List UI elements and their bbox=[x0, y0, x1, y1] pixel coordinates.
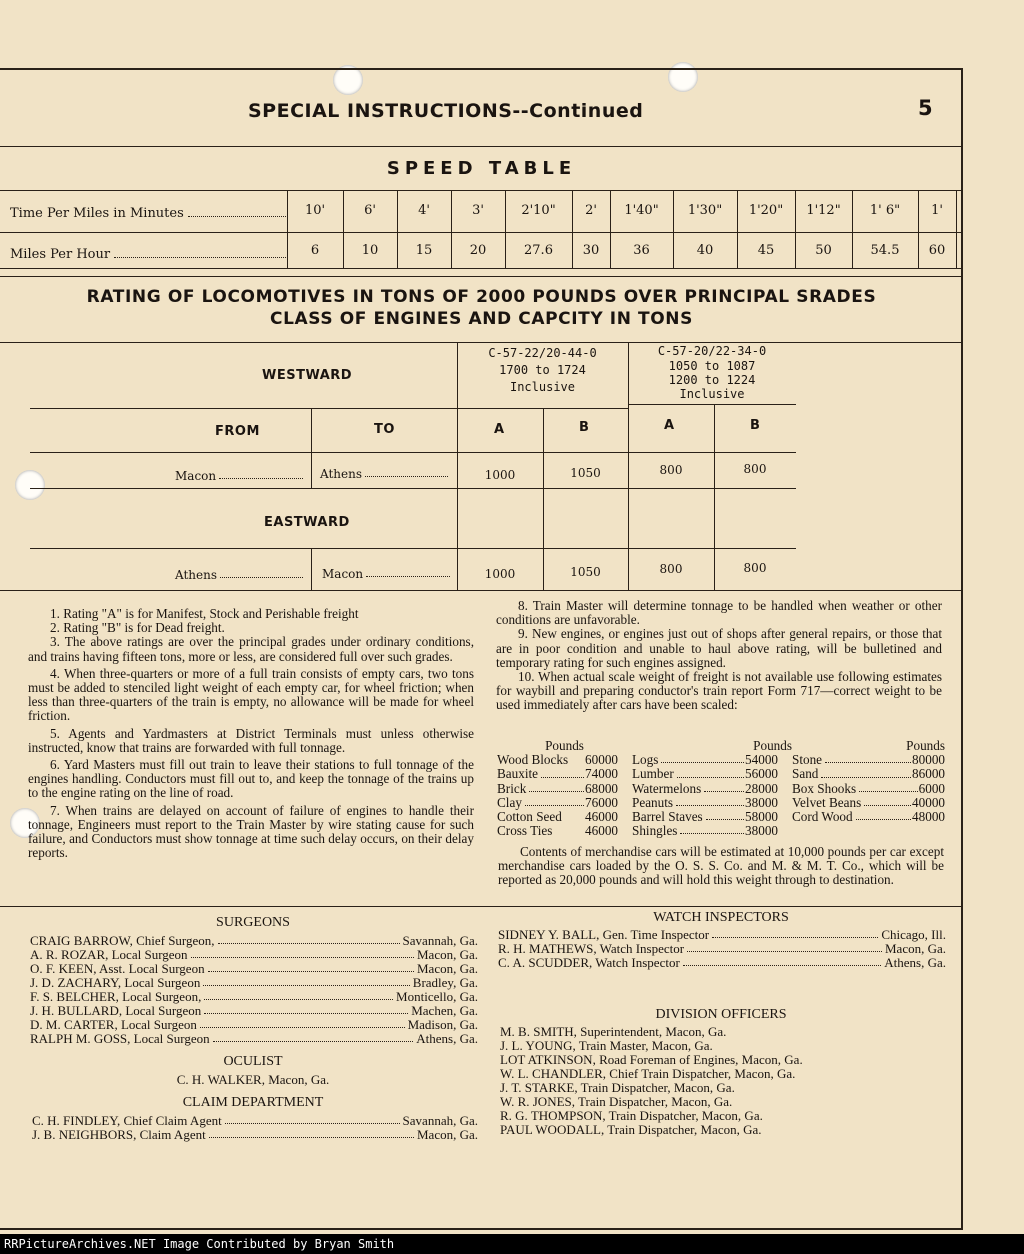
divider bbox=[451, 190, 452, 268]
divider bbox=[311, 408, 312, 488]
pounds-header: Pounds bbox=[753, 738, 792, 753]
pounds-row bbox=[497, 753, 945, 767]
speed-mph-cell: 40 bbox=[696, 243, 714, 258]
person-name: J. D. ZACHARY, Local Surgeon bbox=[30, 975, 201, 990]
pounds-cell bbox=[792, 782, 945, 796]
oculist-title: OCULIST bbox=[223, 1054, 283, 1069]
division-title: DIVISION OFFICERS bbox=[655, 1007, 787, 1022]
speed-mph-cell: 15 bbox=[415, 243, 433, 258]
footer-credit: RRPictureArchives.NET Image Contributed by Bryan Smith bbox=[0, 1234, 1024, 1254]
weight: 6000 bbox=[918, 780, 945, 796]
divider bbox=[457, 408, 628, 409]
col-b-heading: B bbox=[750, 418, 761, 433]
pounds-cell bbox=[632, 796, 792, 810]
directory-entry bbox=[30, 976, 478, 990]
commodity: Shingles bbox=[632, 823, 678, 839]
location: Athens, Ga. bbox=[416, 1031, 478, 1046]
person-name: CRAIG BARROW, Chief Surgeon, bbox=[30, 933, 215, 948]
weight: 56000 bbox=[745, 766, 778, 782]
divider bbox=[397, 190, 398, 268]
notes-left bbox=[28, 607, 474, 860]
weight: 60000 bbox=[585, 752, 618, 768]
speed-minutes-cell: 10' bbox=[304, 203, 326, 218]
weight: 46000 bbox=[585, 809, 618, 825]
pounds-cell bbox=[632, 782, 792, 796]
cell-text: Athens bbox=[320, 467, 362, 481]
weight: 40000 bbox=[912, 794, 945, 810]
note-8: 8. Train Master will determine tonnage to be handled when weather or other conditions are unfavorable. bbox=[496, 598, 942, 628]
label-text: Time Per Miles in Minutes bbox=[10, 206, 184, 221]
speed-minutes-cell: 1'12" bbox=[806, 203, 841, 218]
weight: 46000 bbox=[585, 823, 618, 839]
speed-mph-cell: 20 bbox=[469, 243, 487, 258]
divider bbox=[956, 190, 957, 268]
claim-title: CLAIM DEPARTMENT bbox=[182, 1095, 324, 1110]
directory-entry bbox=[30, 948, 478, 962]
weight: 68000 bbox=[585, 780, 618, 796]
pounds-cell bbox=[497, 782, 632, 796]
person-name: R. H. MATHEWS, Watch Inspector bbox=[498, 941, 685, 956]
location: Macon, Ga. bbox=[416, 1127, 478, 1142]
officer-entry: W. L. CHANDLER, Chief Train Dispatcher, Macon, Ga. bbox=[500, 1066, 796, 1081]
divider bbox=[0, 268, 961, 269]
weight: 76000 bbox=[585, 794, 618, 810]
speed-row-mph-label bbox=[10, 247, 288, 262]
rating-title-line2: CLASS OF ENGINES AND CAPCITY IN TONS bbox=[270, 309, 693, 329]
east-value: 800 bbox=[743, 561, 767, 575]
east-value: 1000 bbox=[484, 567, 516, 581]
pounds-cell bbox=[497, 796, 632, 810]
to-heading: TO bbox=[374, 422, 395, 437]
oculist-name: C. H. WALKER, Macon, Ga. bbox=[176, 1072, 330, 1087]
pounds-rows bbox=[497, 753, 945, 838]
engine1-class-label: C-57-22/20-44-0 bbox=[488, 346, 597, 360]
pounds-cell bbox=[632, 753, 792, 767]
location: Macon, Ga. bbox=[416, 947, 478, 962]
note-1: 1. Rating "A" is for Manifest, Stock and Perishable freight bbox=[50, 606, 359, 621]
division-list bbox=[500, 1025, 946, 1137]
pounds-cell bbox=[497, 810, 632, 824]
directory-entry bbox=[32, 1128, 478, 1142]
divider bbox=[311, 548, 312, 590]
commodity: Cross Ties bbox=[497, 823, 553, 839]
claim-list bbox=[32, 1114, 478, 1142]
divider bbox=[0, 342, 961, 343]
speed-minutes-cell: 4' bbox=[418, 203, 430, 218]
directory-entry bbox=[498, 942, 946, 956]
pounds-cell bbox=[792, 824, 945, 838]
commodity: Sand bbox=[792, 766, 819, 782]
divider bbox=[0, 906, 961, 907]
directory-entry bbox=[30, 934, 478, 948]
directory-entry bbox=[30, 962, 478, 976]
pounds-cell bbox=[497, 824, 632, 838]
divider bbox=[505, 190, 506, 268]
weight: 38000 bbox=[745, 794, 778, 810]
pounds-cell bbox=[792, 767, 945, 781]
divider bbox=[0, 146, 961, 147]
label-text: Miles Per Hour bbox=[10, 247, 111, 262]
pounds-header: Pounds bbox=[906, 738, 945, 753]
speed-minutes-cell: 6' bbox=[364, 203, 376, 218]
speed-minutes-cell: 1'40" bbox=[624, 203, 659, 218]
eastward-heading: EASTWARD bbox=[264, 515, 350, 530]
divider bbox=[0, 590, 961, 591]
weight: 48000 bbox=[912, 809, 945, 825]
commodity: Barrel Staves bbox=[632, 809, 703, 825]
speed-mph-cell: 45 bbox=[757, 243, 775, 258]
merchandise-note-text: Contents of merchandise cars will be estimated at 10,000 pounds per car except merchandise cars loaded by the O. S. S. Co. and M. & M. T. Co., which will be reported as 20,000 pounds and will hold this weight through to destination. bbox=[498, 844, 944, 888]
weight: 38000 bbox=[745, 823, 778, 839]
col-a-heading: A bbox=[494, 422, 505, 437]
weight: 80000 bbox=[912, 752, 945, 768]
page-title: SPECIAL INSTRUCTIONS--Continued bbox=[248, 100, 644, 122]
directory-entry bbox=[498, 956, 946, 970]
speed-minutes-cell: 1' 6" bbox=[869, 203, 901, 218]
note-2: 2. Rating "B" is for Dead freight. bbox=[50, 620, 225, 636]
pounds-cell bbox=[497, 767, 632, 781]
speed-mph-cell: 36 bbox=[633, 243, 650, 258]
person-name: SIDNEY Y. BALL, Gen. Time Inspector bbox=[498, 927, 710, 942]
watch-title: WATCH INSPECTORS bbox=[653, 910, 789, 925]
person-name: J. H. BULLARD, Local Surgeon bbox=[30, 1003, 202, 1018]
engine2-range2: 1200 to 1224 bbox=[668, 373, 756, 387]
officer-entry: R. G. THOMPSON, Train Dispatcher, Macon, Ga. bbox=[500, 1108, 763, 1123]
speed-minutes-cell: 2'10" bbox=[521, 203, 556, 218]
divider bbox=[343, 190, 344, 268]
pounds-row bbox=[497, 824, 945, 838]
weight: 28000 bbox=[745, 780, 778, 796]
commodity: Clay bbox=[497, 794, 522, 810]
note-7: 7. When trains are delayed on account of failure of engines to handle their tonnage, Engineers must report to the Train Master by wire stating cause for such failure, and Conductors must show tonnage at time such delay occurs, on their delay reports. bbox=[28, 802, 474, 861]
divider bbox=[287, 190, 288, 268]
person-name: O. F. KEEN, Asst. Local Surgeon bbox=[30, 961, 205, 976]
weight: 86000 bbox=[912, 766, 945, 782]
person-name: F. S. BELCHER, Local Surgeon, bbox=[30, 989, 202, 1004]
engine2-class bbox=[628, 344, 796, 401]
weight: 58000 bbox=[745, 809, 778, 825]
col-b-heading: B bbox=[579, 420, 590, 435]
directory-entry bbox=[32, 1114, 478, 1128]
divider bbox=[673, 190, 674, 268]
divider bbox=[610, 190, 611, 268]
divider bbox=[0, 276, 961, 277]
person-name: A. R. ROZAR, Local Surgeon bbox=[30, 947, 188, 962]
speed-minutes-cell: 1' bbox=[931, 203, 943, 218]
divider bbox=[0, 232, 961, 233]
engine1-note: Inclusive bbox=[509, 380, 576, 394]
pounds-row bbox=[497, 796, 945, 810]
pounds-cell bbox=[792, 796, 945, 810]
location: Savannah, Ga. bbox=[402, 1113, 478, 1128]
divider bbox=[543, 408, 544, 590]
note-3: 3. The above ratings are over the principal grades under ordinary conditions, and trains having fifteen tons, more or less, are considered full over such grades. bbox=[28, 634, 474, 664]
speed-mph-cell: 30 bbox=[582, 243, 600, 258]
location: Macon, Ga. bbox=[884, 941, 946, 956]
directory-entry bbox=[30, 990, 478, 1004]
pounds-header: Pounds bbox=[545, 738, 584, 753]
divider bbox=[795, 190, 796, 268]
west-value: 1050 bbox=[570, 466, 601, 480]
east-value: 800 bbox=[659, 562, 683, 576]
directory-entry bbox=[30, 1018, 478, 1032]
location: Machen, Ga. bbox=[411, 1003, 478, 1018]
commodity: Lumber bbox=[632, 766, 674, 782]
pounds-table bbox=[497, 739, 945, 838]
east-to bbox=[322, 567, 452, 581]
location: Chicago, Ill. bbox=[881, 927, 946, 942]
cell-text: Macon bbox=[175, 469, 217, 483]
surgeons-list bbox=[30, 934, 478, 1046]
engine2-note: Inclusive bbox=[679, 387, 745, 401]
commodity: Cord Wood bbox=[792, 809, 853, 825]
location: Macon, Ga. bbox=[416, 961, 478, 976]
divider bbox=[30, 548, 796, 549]
speed-table-title: SPEED TABLE bbox=[386, 158, 577, 179]
commodity: Velvet Beans bbox=[792, 794, 862, 810]
speed-minutes-cell: 1'20" bbox=[748, 203, 784, 218]
officer-entry: LOT ATKINSON, Road Foreman of Engines, Macon, Ga. bbox=[500, 1052, 803, 1067]
speed-minutes-cell: 2' bbox=[585, 203, 597, 218]
speed-minutes-cell: 1'30" bbox=[687, 203, 723, 218]
east-value: 1050 bbox=[570, 565, 601, 579]
commodity: Wood Blocks bbox=[497, 752, 569, 768]
pounds-cell bbox=[497, 753, 632, 767]
divider bbox=[918, 190, 919, 268]
cell-text: Macon bbox=[322, 567, 364, 581]
commodity: Stone bbox=[792, 752, 823, 768]
directory-entry bbox=[498, 928, 946, 942]
person-name: J. B. NEIGHBORS, Claim Agent bbox=[32, 1127, 206, 1142]
speed-mph-cell: 27.6 bbox=[524, 243, 553, 258]
weight: 74000 bbox=[585, 766, 618, 782]
commodity: Bauxite bbox=[497, 766, 539, 782]
note-4: 4. When three-quarters or more of a full train consists of empty cars, two tons must be added to stenciled light weight of each empty car, for wheel friction; when less than three-quarters of the train is empty, no allowance will be made for wheel friction. bbox=[28, 665, 474, 724]
col-a-heading: A bbox=[664, 418, 675, 433]
location: Savannah, Ga. bbox=[402, 933, 478, 948]
west-value: 800 bbox=[659, 463, 683, 477]
commodity: Cotton Seed bbox=[497, 809, 562, 825]
speed-row-minutes-label bbox=[10, 206, 288, 221]
location: Madison, Ga. bbox=[407, 1017, 478, 1032]
note-9: 9. New engines, or engines just out of shops after general repairs, or those that are in poor condition and unable to haul above rating, will be bulletined and temporary rating for such engines assigned. bbox=[496, 626, 942, 670]
note-5: 5. Agents and Yardmasters at District Terminals must unless otherwise instructed, know that trains are forwarded with full tonnage. bbox=[28, 725, 474, 755]
pounds-row bbox=[497, 782, 945, 796]
pounds-cell bbox=[792, 810, 945, 824]
west-from bbox=[175, 469, 305, 483]
pounds-cell bbox=[632, 824, 792, 838]
person-name: RALPH M. GOSS, Local Surgeon bbox=[30, 1031, 210, 1046]
speed-mph-cell: 10 bbox=[361, 243, 379, 258]
directory-entry bbox=[30, 1004, 478, 1018]
speed-minutes-cell: 3' bbox=[472, 203, 484, 218]
pounds-row bbox=[497, 767, 945, 781]
watch-list bbox=[498, 928, 946, 970]
westward-heading: WESTWARD bbox=[262, 368, 353, 383]
person-name: C. H. FINDLEY, Chief Claim Agent bbox=[32, 1113, 222, 1128]
surgeons-title: SURGEONS bbox=[216, 915, 290, 930]
commodity: Logs bbox=[632, 752, 659, 768]
divider bbox=[737, 190, 738, 268]
engine1-range: 1700 to 1724 bbox=[499, 363, 586, 377]
weight: 54000 bbox=[745, 752, 778, 768]
speed-mph-cell: 54.5 bbox=[870, 243, 900, 258]
officer-entry: M. B. SMITH, Superintendent, Macon, Ga. bbox=[500, 1024, 727, 1039]
officer-entry: PAUL WOODALL, Train Dispatcher, Macon, Ga. bbox=[500, 1122, 762, 1137]
divider bbox=[30, 488, 796, 489]
officer-entry: J. L. YOUNG, Train Master, Macon, Ga. bbox=[500, 1038, 713, 1053]
pounds-cell bbox=[632, 810, 792, 824]
location: Monticello, Ga. bbox=[396, 989, 478, 1004]
commodity: Brick bbox=[497, 780, 527, 796]
location: Athens, Ga. bbox=[884, 955, 946, 970]
from-heading: FROM bbox=[215, 424, 260, 439]
page-number: 5 bbox=[918, 96, 933, 120]
note-10: 10. When actual scale weight of freight is not available use following estimates for waybill and preparing conductor's train report Form 717—correct weight to be used immediately after cars have been scaled: bbox=[496, 669, 942, 713]
pounds-row bbox=[497, 810, 945, 824]
note-6: 6. Yard Masters must fill out train to leave their stations to full tonnage of the engines handling. Conductors must fill out to, and keep the tonnage of the trains up to the engine rating on the line of road. bbox=[28, 757, 474, 801]
pounds-cell bbox=[632, 767, 792, 781]
divider bbox=[30, 408, 457, 409]
speed-mph-cell: 60 bbox=[928, 243, 946, 258]
divider bbox=[852, 190, 853, 268]
west-value: 800 bbox=[743, 462, 767, 476]
speed-mph-cell: 6 bbox=[310, 243, 320, 258]
rating-title-line1: RATING OF LOCOMOTIVES IN TONS OF 2000 POUNDS OVER PRINCIPAL SRADES bbox=[86, 287, 877, 307]
west-to bbox=[320, 467, 450, 481]
person-name: C. A. SCUDDER, Watch Inspector bbox=[498, 955, 680, 970]
divider bbox=[628, 404, 796, 405]
engine2-class-label: C-57-20/22-34-0 bbox=[657, 344, 767, 358]
location: Bradley, Ga. bbox=[412, 975, 478, 990]
pounds-cell bbox=[792, 753, 945, 767]
commodity: Box Shooks bbox=[792, 780, 857, 796]
merchandise-note bbox=[498, 845, 944, 888]
speed-mph-cell: 50 bbox=[815, 243, 832, 258]
engine2-range1: 1050 to 1087 bbox=[668, 359, 756, 373]
divider bbox=[572, 190, 573, 268]
commodity: Peanuts bbox=[632, 794, 674, 810]
commodity: Watermelons bbox=[632, 780, 702, 796]
officer-entry: W. R. JONES, Train Dispatcher, Macon, Ga. bbox=[500, 1094, 733, 1109]
east-from bbox=[175, 568, 305, 582]
directory-entry bbox=[30, 1032, 478, 1046]
cell-text: Athens bbox=[175, 568, 217, 582]
divider bbox=[0, 190, 961, 191]
divider bbox=[30, 452, 796, 453]
engine1-class bbox=[457, 346, 628, 394]
officer-entry: J. T. STARKE, Train Dispatcher, Macon, Ga. bbox=[500, 1080, 735, 1095]
west-value: 1000 bbox=[484, 468, 516, 482]
person-name: D. M. CARTER, Local Surgeon bbox=[30, 1017, 197, 1032]
notes-right bbox=[496, 599, 942, 713]
